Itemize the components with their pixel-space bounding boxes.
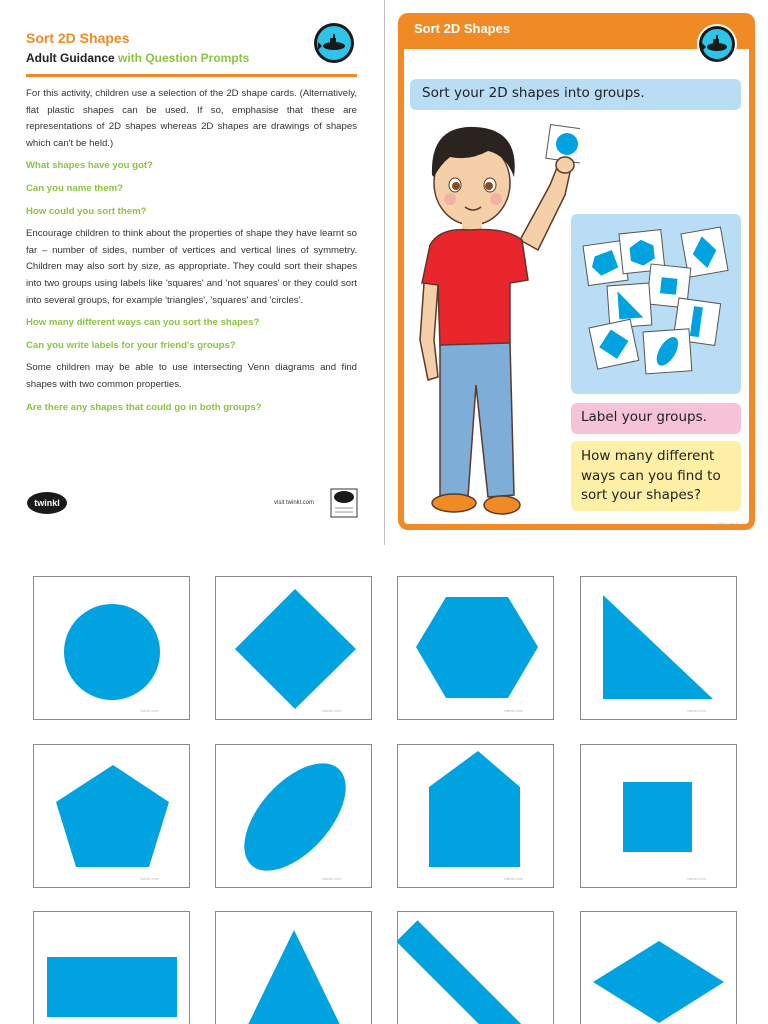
question-1: What shapes have you got? xyxy=(26,160,153,172)
prompt-sort-groups: Sort your 2D shapes into groups. xyxy=(410,79,741,110)
title-rule xyxy=(26,74,357,77)
subtitle-bold: Adult Guidance xyxy=(26,51,115,65)
shape-card-rhombus xyxy=(580,911,737,1024)
triangle-shape xyxy=(216,912,372,1024)
shape-card-ellipse xyxy=(215,744,372,888)
square-shape xyxy=(581,745,738,889)
card-watermark: twinkl.com xyxy=(687,876,706,881)
hexagon-shape xyxy=(398,577,555,721)
question-2: Can you name them? xyxy=(26,182,124,194)
shape-card-square xyxy=(580,744,737,888)
ellipse-shape xyxy=(216,745,373,889)
page-divider xyxy=(384,0,385,545)
submarine-icon xyxy=(313,22,355,64)
guidance-body xyxy=(26,86,357,422)
shape-card-right-triangle xyxy=(580,576,737,720)
rhombus-shape xyxy=(581,912,737,1024)
shape-card-diamond xyxy=(215,576,372,720)
right-triangle-shape xyxy=(581,577,738,721)
scattered-cards-panel xyxy=(571,214,741,394)
question-4: How many different ways can you sort the shapes? xyxy=(26,317,260,329)
pentagon-shape xyxy=(34,745,191,889)
rectangle-shape xyxy=(34,912,190,1024)
guidance-subtitle xyxy=(26,51,249,65)
prompt-label-groups: Label your groups. xyxy=(571,403,741,434)
diagonal-rectangle-shape xyxy=(398,912,554,1024)
card-watermark: twinkl.com xyxy=(687,708,706,713)
question-6: Are there any shapes that could go in both groups? xyxy=(26,401,262,413)
shape-card-hexagon xyxy=(397,576,554,720)
question-5: Can you write labels for your friend's groups? xyxy=(26,339,236,351)
card-watermark: twinkl.com xyxy=(322,708,341,713)
shape-card-triangle xyxy=(215,911,372,1024)
shape-card-circle xyxy=(33,576,190,720)
venn-paragraph: Some children may be able to use intersecting Venn diagrams and find shapes with two common properties. xyxy=(26,362,357,390)
properties-paragraph: Encourage children to think about the properties of shape they have learnt so far – number of sides, number of vertices and vertical lines of symmetry. Children may also sort by size, as appropriate. They could sort their shapes into two groups using labels like 'squares' and 'not squares' or they could sort into several groups, for example 'triangles', 'squares' and 'circles'. xyxy=(26,228,357,306)
card-watermark: twinkl.com xyxy=(140,876,159,881)
shape-card-diagonal-rectangle xyxy=(397,911,554,1024)
house-pentagon-shape xyxy=(398,745,555,889)
subtitle-green: with Question Prompts xyxy=(114,51,250,65)
circle-shape xyxy=(34,577,191,721)
twinkl-logo xyxy=(26,488,68,516)
card-title: Sort 2D Shapes xyxy=(414,21,511,36)
card-watermark: twinkl.com xyxy=(504,876,523,881)
guidance-title: Sort 2D Shapes xyxy=(26,30,130,46)
shape-card-rectangle xyxy=(33,911,190,1024)
footer-link[interactable]: visit twinkl.com xyxy=(274,500,315,506)
boy-illustration-icon xyxy=(410,115,580,525)
card-watermark: twinkl.com xyxy=(322,876,341,881)
logo-text: twinkl xyxy=(34,498,60,508)
submarine-icon xyxy=(696,23,738,65)
card-watermark: twinkl.com xyxy=(716,521,735,526)
quality-seal-icon xyxy=(330,488,358,518)
diamond-shape xyxy=(216,577,373,721)
shape-card-pentagon xyxy=(33,744,190,888)
shape-card-house-pentagon xyxy=(397,744,554,888)
card-watermark: twinkl.com xyxy=(504,708,523,713)
card-watermark: twinkl.com xyxy=(140,708,159,713)
prompt-how-many-ways: How many different ways can you find to sort your shapes? xyxy=(571,441,741,511)
scattered-shape-cards xyxy=(571,214,741,394)
question-3: How could you sort them? xyxy=(26,205,147,217)
intro-paragraph: For this activity, children use a selection of the 2D shape cards. (Alternatively, flat plastic shapes can be used. If so, emphasise that these are representations of 2D shapes whereas 2D shapes are drawings of shapes which can't be held.) xyxy=(26,88,357,149)
